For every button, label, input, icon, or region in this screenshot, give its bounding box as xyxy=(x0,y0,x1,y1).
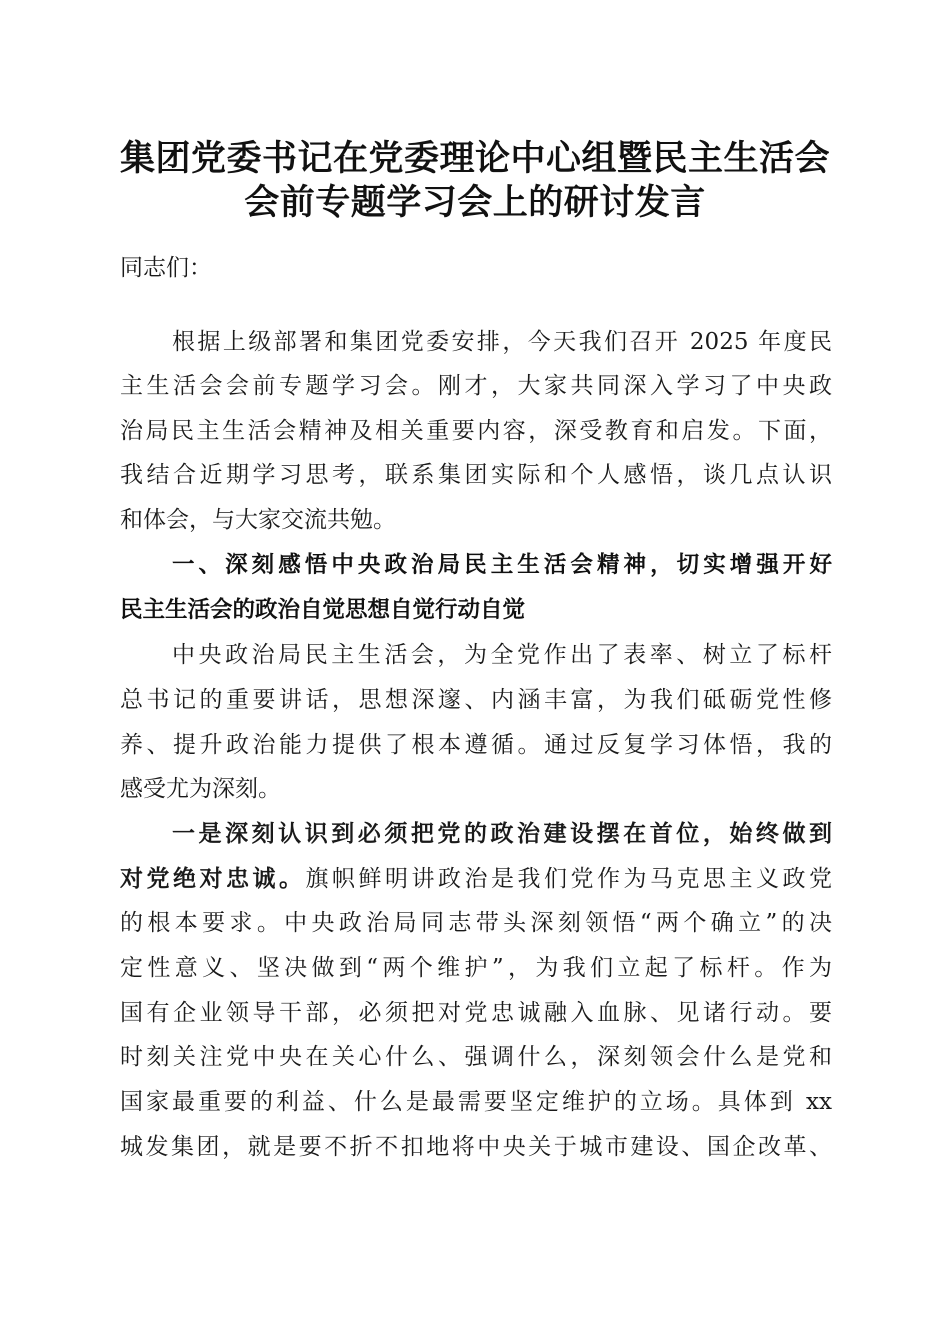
section-paragraph-line: 感受尤为深刻。 xyxy=(120,776,281,802)
section-paragraph-line: 总书记的重要讲话，思想深邃、内涵丰富，为我们砥砺党性修 xyxy=(120,687,832,713)
point-one-line: 城发集团，就是要不折不扣地将中央关于城市建设、国企改革、 xyxy=(120,1134,832,1160)
intro-line: 主生活会会前专题学习会。刚才，大家共同深入学习了中央政 xyxy=(120,373,832,399)
point-one-line: 时刻关注党中央在关心什么、强调什么，深刻领会什么是党和 xyxy=(120,1044,832,1070)
section-heading-line: 一、深刻感悟中央政治局民主生活会精神，切实增强开好 xyxy=(172,552,832,578)
document-title-line-1: 集团党委书记在党委理论中心组暨民主生活会 xyxy=(119,138,830,179)
point-one-line: 定性意义、坚决做到“两个维护”，为我们立起了标杆。作为 xyxy=(120,955,832,981)
point-one-lead-line: 一是深刻认识到必须把党的政治建设摆在首位，始终做到 xyxy=(172,820,832,847)
point-one-line-2-rest: 旗帜鲜明讲政治是我们党作为马克思主义政党 xyxy=(305,866,832,892)
point-one-line: 国家最重要的利益、什么是最需要坚定维护的立场。具体到 xx xyxy=(120,1089,832,1115)
intro-line: 根据上级部署和集团党委安排，今天我们召开 2025 年度民 xyxy=(172,329,832,355)
point-one-line: 国有企业领导干部，必须把对党忠诚融入血脉、见诸行动。要 xyxy=(120,1000,832,1026)
intro-line: 和体会，与大家交流共勉。 xyxy=(120,507,396,533)
greeting: 同志们： xyxy=(120,255,212,281)
point-one-lead-end: 对党绝对忠诚。 xyxy=(120,865,306,892)
section-paragraph-line: 养、提升政治能力提供了根本遵循。通过反复学习体悟，我的 xyxy=(120,732,832,758)
section-paragraph-line: 中央政治局民主生活会，为全党作出了表率、树立了标杆 xyxy=(172,642,832,668)
point-one-line-2 xyxy=(120,856,832,902)
intro-line: 治局民主生活会精神及相关重要内容，深受教育和启发。下面， xyxy=(120,418,832,444)
document-title-line-2: 会前专题学习会上的研讨发言 xyxy=(244,182,706,223)
section-heading-line: 民主生活会的政治自觉思想自觉行动自觉 xyxy=(120,597,526,623)
point-one-line: 的根本要求。中央政治局同志带头深刻领悟“两个确立”的决 xyxy=(120,910,832,936)
intro-line: 我结合近期学习思考，联系集团实际和个人感悟，谈几点认识 xyxy=(120,462,832,488)
